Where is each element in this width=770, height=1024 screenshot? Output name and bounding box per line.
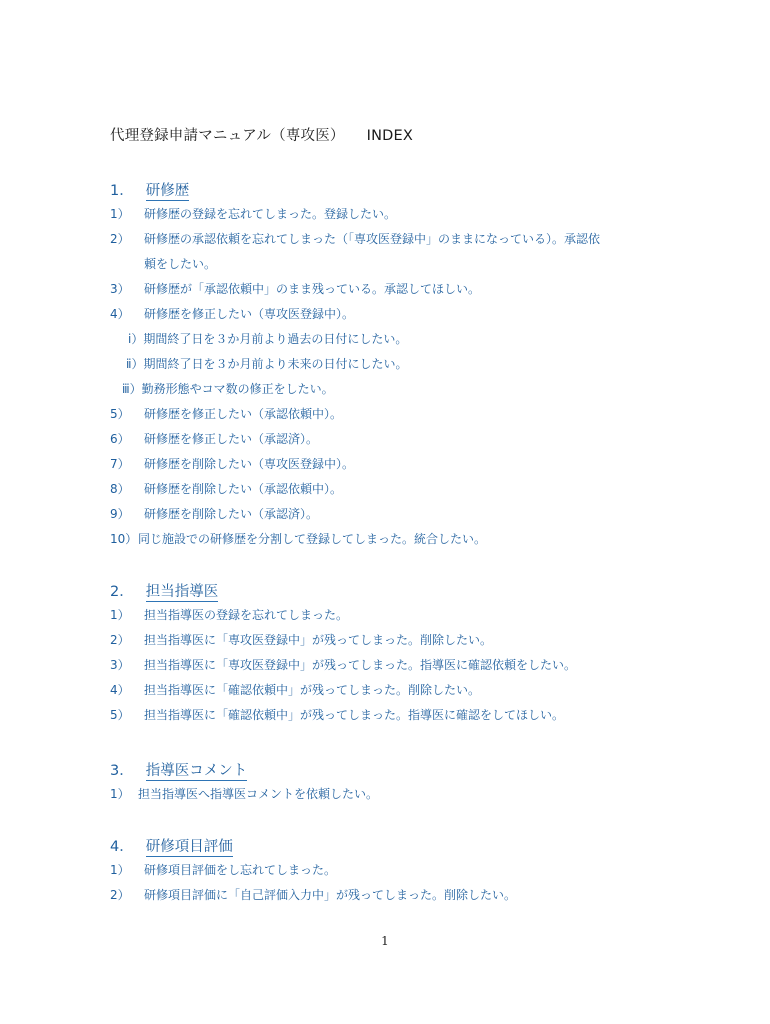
item-text: 研修歴を修正したい（承認済）。 <box>144 432 319 446</box>
section-title: 研修項目評価 <box>145 839 233 855</box>
section-title: 研修歴 <box>145 183 190 199</box>
title-text: 代理登録申請マニュアル（専攻医） <box>110 128 345 144</box>
sub-list-item <box>126 352 408 377</box>
section-number: 3． <box>110 763 134 779</box>
item-number: 1） <box>110 608 130 622</box>
item-number: 1） <box>110 863 130 877</box>
list-item <box>110 527 670 552</box>
item-number: 3） <box>110 282 130 296</box>
item-number: ⅱ） <box>126 357 144 371</box>
item-text: 担当指導医に「専攻医登録中」が残ってしまった。指導医に確認依頼をしたい。 <box>144 658 577 672</box>
item-text: 担当指導医に「専攻医登録中」が残ってしまった。削除したい。 <box>144 633 493 647</box>
section-title: 担当指導医 <box>145 584 219 600</box>
item-number: 1） <box>110 207 130 221</box>
list-item <box>110 603 670 628</box>
section-number: 1． <box>110 183 134 199</box>
list-item <box>110 202 670 227</box>
section-number: 4． <box>110 839 134 855</box>
item-text: 研修歴を修正したい（専攻医登録中）。 <box>144 307 355 321</box>
item-text-continuation: 頼をしたい。 <box>144 257 217 271</box>
item-number: 4） <box>110 307 130 321</box>
item-number: 4） <box>110 683 130 697</box>
item-text: 研修歴を削除したい（承認依頼中）。 <box>144 482 343 496</box>
section-number: 2． <box>110 584 134 600</box>
list-item <box>110 502 670 527</box>
item-number: 9） <box>110 507 130 521</box>
item-number: 5） <box>110 708 130 722</box>
item-number: ⅲ） <box>122 382 142 396</box>
list-item <box>110 477 670 502</box>
item-number: 2） <box>110 633 130 647</box>
item-text: 研修歴を削除したい（承認済）。 <box>144 507 319 521</box>
item-text: 研修歴を削除したい（専攻医登録中）。 <box>144 457 355 471</box>
section-heading-2 <box>110 580 218 601</box>
list-item <box>110 302 670 327</box>
item-text: 研修歴が「承認依頼中」のまま残っている。承認してほしい。 <box>144 282 481 296</box>
item-text: 担当指導医へ指導医コメントを依頼したい。 <box>138 787 379 801</box>
sub-list-item <box>122 377 334 402</box>
item-text: 担当指導医の登録を忘れてしまった。 <box>144 608 349 622</box>
list-item <box>110 628 670 653</box>
list-item <box>110 227 670 277</box>
item-number: 5） <box>110 407 130 421</box>
item-number: ⅰ） <box>128 332 144 346</box>
list-item <box>110 402 670 427</box>
item-number: 1） <box>110 787 130 801</box>
list-item <box>110 883 670 908</box>
list-item <box>110 678 670 703</box>
item-text: 担当指導医に「確認依頼中」が残ってしまった。指導医に確認をしてほしい。 <box>144 708 565 722</box>
list-item <box>110 653 670 678</box>
item-number: 2） <box>110 888 130 902</box>
item-number: 10） <box>110 532 138 546</box>
item-text: 勤務形態やコマ数の修正をしたい。 <box>141 382 334 396</box>
list-item <box>110 858 670 883</box>
item-text: 期間終了日を３か月前より未来の日付にしたい。 <box>143 357 408 371</box>
sub-list-item <box>128 327 407 352</box>
list-item <box>110 782 670 807</box>
item-text: 研修歴の登録を忘れてしまった。登録したい。 <box>144 207 397 221</box>
section-title: 指導医コメント <box>145 763 248 779</box>
item-text: 研修歴の承認依頼を忘れてしまった（「専攻医登録中」のままになっている）。承認依 <box>144 232 601 246</box>
item-number: 3） <box>110 658 130 672</box>
document-title <box>110 124 413 145</box>
section-heading-4 <box>110 835 233 856</box>
list-item <box>110 703 670 728</box>
item-number: 6） <box>110 432 130 446</box>
item-number: 8） <box>110 482 130 496</box>
item-number: 7） <box>110 457 130 471</box>
item-text: 研修項目評価をし忘れてしまった。 <box>144 863 337 877</box>
item-text: 同じ施設での研修歴を分割して登録してしまった。統合したい。 <box>138 532 487 546</box>
title-index: INDEX <box>366 128 414 144</box>
item-text: 期間終了日を３か月前より過去の日付にしたい。 <box>143 332 408 346</box>
section-heading-3 <box>110 759 247 780</box>
item-text: 担当指導医に「確認依頼中」が残ってしまった。削除したい。 <box>144 683 481 697</box>
list-item <box>110 427 670 452</box>
item-text: 研修歴を修正したい（承認依頼中）。 <box>144 407 343 421</box>
section-heading-1 <box>110 179 189 200</box>
list-item <box>110 277 670 302</box>
item-text: 研修項目評価に「自己評価入力中」が残ってしまった。削除したい。 <box>144 888 517 902</box>
list-item <box>110 452 670 477</box>
item-number: 2） <box>110 232 130 246</box>
page-number: 1 <box>381 934 389 948</box>
